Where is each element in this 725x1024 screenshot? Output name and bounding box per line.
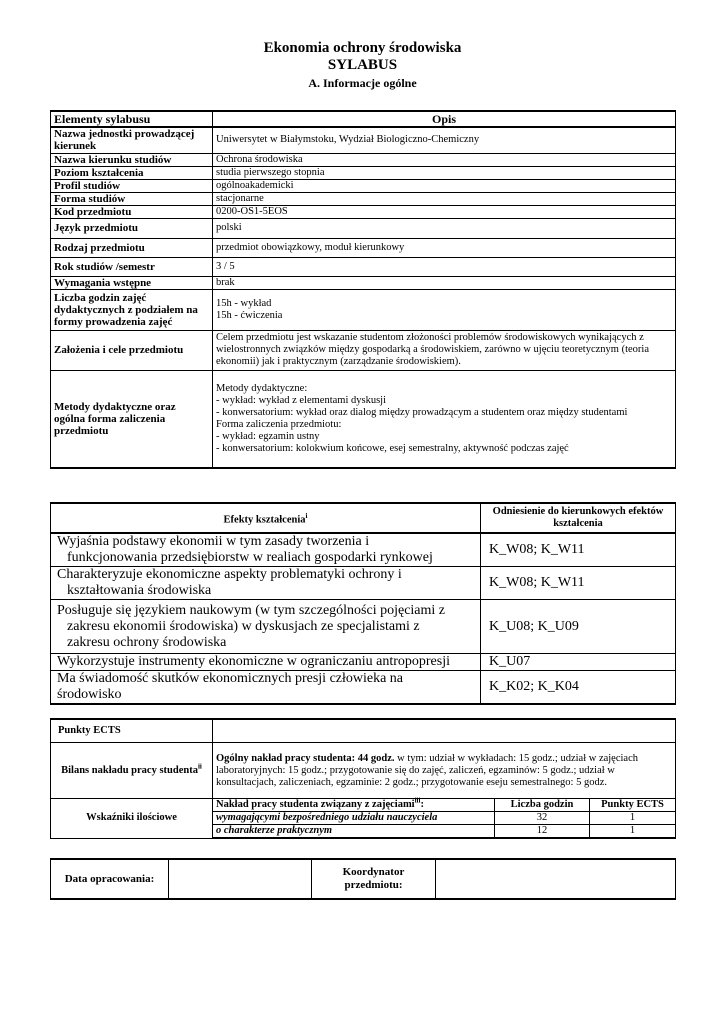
ects-points-label: Punkty ECTS — [51, 719, 213, 743]
ects-table — [50, 718, 676, 839]
table-row — [51, 533, 676, 567]
outcome-text: Posługuje się językiem naukowym (w tym szczególności pojęciami z zakresu ekonomii środowiska) w dyskusjach ze specjalistami z zakresu ochrony środowiska — [51, 600, 481, 654]
outcome-text: Charakteryzuje ekonomiczne aspekty problematyki ochrony i kształtowania środowiska — [51, 567, 481, 600]
methods-line: - wykład: egzamin ustny — [216, 430, 320, 442]
row-label: Założenia i cele przedmiotu — [51, 330, 213, 370]
table-row — [51, 127, 676, 153]
table-row — [51, 654, 676, 671]
indicator-ects: 1 — [590, 812, 676, 825]
outcome-text: Wyjaśnia podstawy ekonomii w tym zasady tworzenia i funkcjonowania przedsiębiorstw w realiach gospodarki rynkowej — [51, 533, 481, 567]
workload-balance-row — [51, 743, 676, 799]
outcome-reference: K_W08; K_W11 — [481, 533, 676, 567]
table-row — [51, 238, 676, 257]
section-heading: A. Informacje ogólne — [308, 76, 417, 90]
row-label: Liczba godzin zajęć dydaktycznych z podziałem na formy prowadzenia zajęć — [51, 289, 213, 330]
hours-column-header: Liczba godzin — [495, 799, 590, 812]
table-row — [51, 600, 676, 654]
column-header-reference: Odniesienie do kierunkowych efektów kształcenia — [481, 503, 676, 533]
table-row — [51, 671, 676, 705]
row-label: Rodzaj przedmiotu — [51, 238, 213, 257]
indicators-label: Wskaźniki ilościowe — [51, 799, 213, 839]
course-title: Ekonomia ochrony środowiska — [263, 40, 462, 56]
methods-line: Forma zaliczenia przedmiotu: — [216, 418, 342, 430]
row-label: Poziom kształcenia — [51, 166, 213, 179]
row-label: Język przedmiotu — [51, 218, 213, 238]
row-label: Kod przedmiotu — [51, 205, 213, 218]
row-value: polski — [213, 218, 676, 238]
outcome-reference: K_W08; K_W11 — [481, 567, 676, 600]
table-row — [51, 218, 676, 238]
ects-points-value — [213, 719, 676, 743]
table-header-row — [51, 111, 676, 127]
row-value: Uniwersytet w Białymstoku, Wydział Biologiczno-Chemiczny — [213, 127, 676, 153]
row-label: Nazwa kierunku studiów — [51, 153, 213, 166]
table-row-goals — [51, 330, 676, 370]
row-value: Celem przedmiotu jest wskazanie studentom złożoności problemów środowiskowych wynikających z wielostronnych związków między gospodarką a środowiskiem, zarówno w ujęciu teoretycznym (teoria ekonomii) jak i praktycznym (zarządzanie środowiskiem). — [213, 330, 676, 370]
document-type: SYLABUS — [327, 57, 398, 73]
coordinator-value — [436, 859, 676, 899]
row-label: Wymagania wstępne — [51, 276, 213, 289]
footer-table — [50, 858, 676, 900]
methods-line: - konwersatorium: kolokwium końcowe, esej semestralny, aktywność podczas zajęć — [216, 442, 569, 454]
table-header-row — [51, 503, 676, 533]
row-value: brak — [213, 276, 676, 289]
workload-balance-label: Bilans nakładu pracy studenta$^{ii}$ — [51, 743, 213, 799]
hours-lecture: 15h - wykład — [216, 297, 272, 309]
table-row — [51, 257, 676, 276]
methods-line: - konwersatorium: wykład oraz dialog między prowadzącym a studentem oraz między studentami — [216, 406, 628, 418]
indicator-ects: 1 — [590, 825, 676, 839]
table-row — [51, 192, 676, 205]
table-row — [51, 567, 676, 600]
workload-balance-text: Ogólny nakład pracy studenta: 44 godz. w tym: udział w wykładach: 15 godz.; udział w zajęciach laboratoryjnych: 15 godz.; przygotowanie się do zajęć, zaliczeń, egzaminów: 5 godz.; udział w konsultacjach, zaliczeniach, egzaminie: 2 godz.; przygotowanie eseju semestralnego: 5 godz. — [213, 743, 676, 799]
table-row — [51, 153, 676, 166]
row-value — [213, 370, 676, 468]
date-value — [169, 859, 312, 899]
outcome-reference: K_K02; K_K04 — [481, 671, 676, 705]
row-value: przedmiot obowiązkowy, moduł kierunkowy — [213, 238, 676, 257]
outcome-text: Wykorzystuje instrumenty ekonomiczne w ograniczaniu antropopresji — [51, 654, 481, 671]
indicator-hours: 12 — [495, 825, 590, 839]
footer-row — [51, 859, 676, 899]
table-row — [51, 276, 676, 289]
row-label: Rok studiów /semestr — [51, 257, 213, 276]
row-value: stacjonarne — [213, 192, 676, 205]
learning-outcomes-table — [50, 502, 676, 705]
hours-exercises: 15h - ćwiczenia — [216, 309, 283, 321]
outcome-reference: K_U08; K_U09 — [481, 600, 676, 654]
table-row — [51, 179, 676, 192]
indicator-label: o charakterze praktycznym — [213, 825, 495, 839]
indicators-header-row — [51, 799, 676, 812]
table-row — [51, 166, 676, 179]
column-header-description: Opis — [213, 111, 676, 127]
indicator-label: wymagającymi bezpośredniego udziału nauczyciela — [213, 812, 495, 825]
table-row-hours — [51, 289, 676, 330]
column-header-elements: Elementy sylabusu — [51, 111, 213, 127]
row-value: 0200-OS1-5EOS — [213, 205, 676, 218]
indicator-hours: 32 — [495, 812, 590, 825]
table-row-methods — [51, 370, 676, 468]
row-value: ogólnoakademicki — [213, 179, 676, 192]
table-row — [51, 205, 676, 218]
row-value: Ochrona środowiska — [213, 153, 676, 166]
row-label: Nazwa jednostki prowadzącej kierunek — [51, 127, 213, 153]
methods-line: Metody dydaktyczne: — [216, 382, 308, 394]
document-header — [0, 40, 725, 91]
ects-points-row — [51, 719, 676, 743]
date-label: Data opracowania: — [51, 859, 169, 899]
ects-column-header: Punkty ECTS — [590, 799, 676, 812]
column-header-outcomes: Efekty kształcenia$^i$ — [51, 503, 481, 533]
row-label: Profil studiów — [51, 179, 213, 192]
methods-line: - wykład: wykład z elementami dyskusji — [216, 394, 387, 406]
row-value — [213, 289, 676, 330]
outcome-text: Ma świadomość skutków ekonomicznych presji człowieka na środowisko — [51, 671, 481, 705]
general-info-table — [50, 110, 676, 469]
outcome-reference: K_U07 — [481, 654, 676, 671]
row-value: studia pierwszego stopnia — [213, 166, 676, 179]
row-value: 3 / 5 — [213, 257, 676, 276]
indicators-header: Nakład pracy studenta związany z zajęciami$^{iii}$: — [213, 799, 495, 812]
row-label: Metody dydaktyczne oraz ogólna forma zaliczenia przedmiotu — [51, 370, 213, 468]
coordinator-label: Koordynator przedmiotu: — [312, 859, 436, 899]
row-label: Forma studiów — [51, 192, 213, 205]
